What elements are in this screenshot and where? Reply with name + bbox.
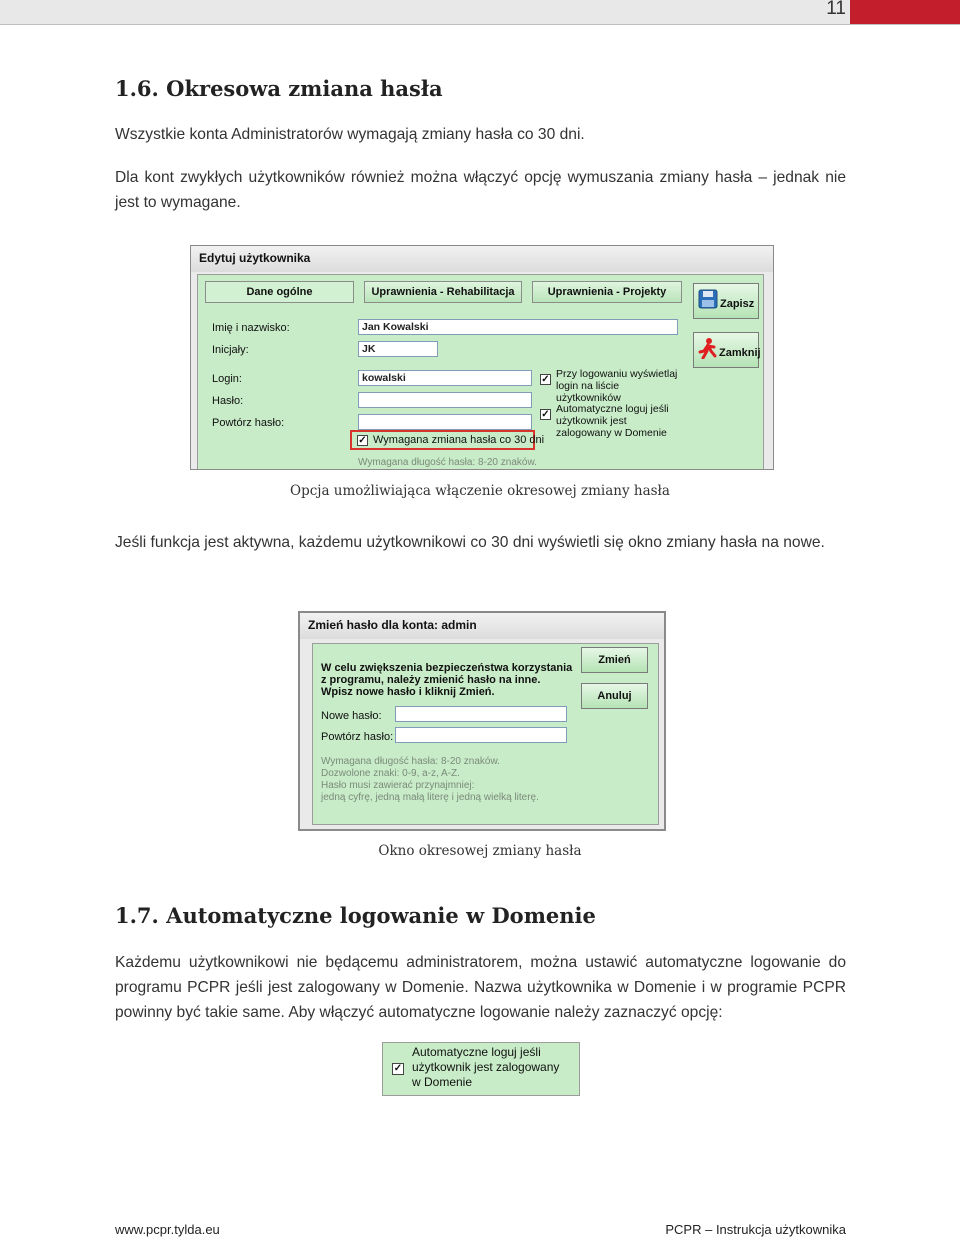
paragraph-function-active: Jeśli funkcja jest aktywna, każdemu użytkownikowi co 30 dni wyświetli się okno zmiany hasła na nowe.	[115, 534, 825, 551]
change-button[interactable]: Zmień	[581, 647, 648, 673]
initials-input[interactable]: JK	[358, 341, 438, 357]
new-password-label: Nowe hasło:	[321, 710, 382, 722]
section-heading-1-7: 1.7. Automatyczne logowanie w Domenie	[115, 903, 596, 928]
close-button-label: Zamknij	[719, 347, 761, 359]
page-number: 11	[826, 0, 846, 19]
paragraph-regular-accounts: Dla kont zwykłych użytkowników również można włączyć opcję wymuszania zmiany hasła – jednak nie jest to wymagane.	[115, 169, 846, 211]
note-must-contain: Hasło musi zawierać przynajmniej:	[321, 780, 475, 791]
auto-login-checkbox[interactable]: ✓	[541, 409, 550, 420]
name-input[interactable]: Jan Kowalski	[358, 319, 678, 335]
header-accent-bar	[850, 0, 960, 24]
caption-change-password: Okno okresowej zmiany hasła	[378, 843, 582, 859]
auto-login-option-line-2: użytkownik jest zalogowany	[412, 1060, 560, 1074]
repeat-new-password-input[interactable]	[395, 727, 567, 743]
label-password: Hasło:	[212, 395, 244, 407]
floppy-disk-icon	[698, 289, 718, 309]
login-input[interactable]: kowalski	[358, 370, 532, 386]
label-initials: Inicjały:	[212, 344, 249, 356]
tab-permissions-rehab[interactable]: Uprawnienia - Rehabilitacja	[364, 281, 522, 303]
save-button-label: Zapisz	[720, 298, 755, 310]
screenshot-change-password	[298, 611, 666, 831]
auto-login-option-line-3: w Domenie	[412, 1075, 473, 1089]
footer-title: PCPR – Instrukcja użytkownika	[665, 1222, 846, 1237]
cancel-button[interactable]: Anuluj	[581, 683, 648, 709]
required-length-note: Wymagana długość hasła: 8-20 znaków.	[358, 457, 537, 468]
close-button[interactable]	[693, 332, 759, 368]
label-repeat-password: Powtórz hasło:	[212, 417, 285, 429]
new-password-input[interactable]	[395, 706, 567, 722]
tab-general[interactable]: Dane ogólne	[205, 281, 354, 303]
running-man-icon	[698, 337, 718, 359]
screenshot-edit-user	[190, 245, 774, 470]
paragraph-admin-accounts: Wszystkie konta Administratorów wymagają zmiany hasła co 30 dni.	[115, 126, 585, 143]
password-input[interactable]	[358, 392, 532, 408]
change-password-title: Zmień hasło dla konta: admin	[300, 613, 664, 639]
note-length: Wymagana długość hasła: 8-20 znaków.	[321, 756, 500, 767]
forced-change-checkbox[interactable]: ✓	[358, 435, 367, 446]
footer-website: www.pcpr.tylda.eu	[115, 1222, 220, 1237]
repeat-password-input[interactable]	[358, 414, 532, 430]
dialog-title: Edytuj użytkownika	[191, 246, 773, 272]
forced-change-label: Wymagana zmiana hasła co 30 dni	[373, 434, 545, 446]
message-line-1: W celu zwiększenia bezpieczeństwa korzystania	[321, 662, 573, 674]
caption-edit-user: Opcja umożliwiająca włączenie okresowej zmiany hasła	[290, 483, 670, 499]
auto-login-option-checkbox[interactable]: ✓	[393, 1063, 403, 1074]
label-name: Imię i nazwisko:	[212, 322, 290, 334]
note-requirements: jedną cyfrę, jedną małą literę i jedną wielką literę.	[321, 792, 539, 803]
page-header	[0, 0, 960, 25]
section-heading-1-6: 1.6. Okresowa zmiana hasła	[115, 76, 443, 101]
note-allowed-chars: Dozwolone znaki: 0-9, a-z, A-Z.	[321, 768, 460, 779]
screenshot-auto-login-option	[382, 1042, 580, 1096]
repeat-password-label: Powtórz hasło:	[321, 731, 394, 743]
auto-login-label: Automatyczne loguj jeśli użytkownik jest zalogowany w Domenie	[556, 403, 669, 439]
message-line-3: Wpisz nowe hasło i kliknij Zmień.	[321, 686, 495, 698]
auto-login-option-line-1: Automatyczne loguj jeśli	[412, 1045, 541, 1059]
show-login-checkbox[interactable]: ✓	[541, 374, 550, 385]
label-login: Login:	[212, 373, 242, 385]
tab-permissions-projects[interactable]: Uprawnienia - Projekty	[532, 281, 682, 303]
show-login-label: Przy logowaniu wyświetlaj login na liście użytkowników	[556, 368, 678, 404]
message-line-2: z programu, należy zmienić hasło na inne.	[321, 674, 541, 686]
paragraph-auto-login: Każdemu użytkownikowi nie będącemu administratorem, można ustawić automatyczne logowanie do programu PCPR jeśli jest zalogowany w Domenie. Nazwa użytkownika w Domenie i w programie PCPR powinny być takie same. Aby włączyć automatyczne logowanie należy zaznaczyć opcję:	[115, 954, 846, 1021]
save-button[interactable]	[693, 283, 759, 319]
